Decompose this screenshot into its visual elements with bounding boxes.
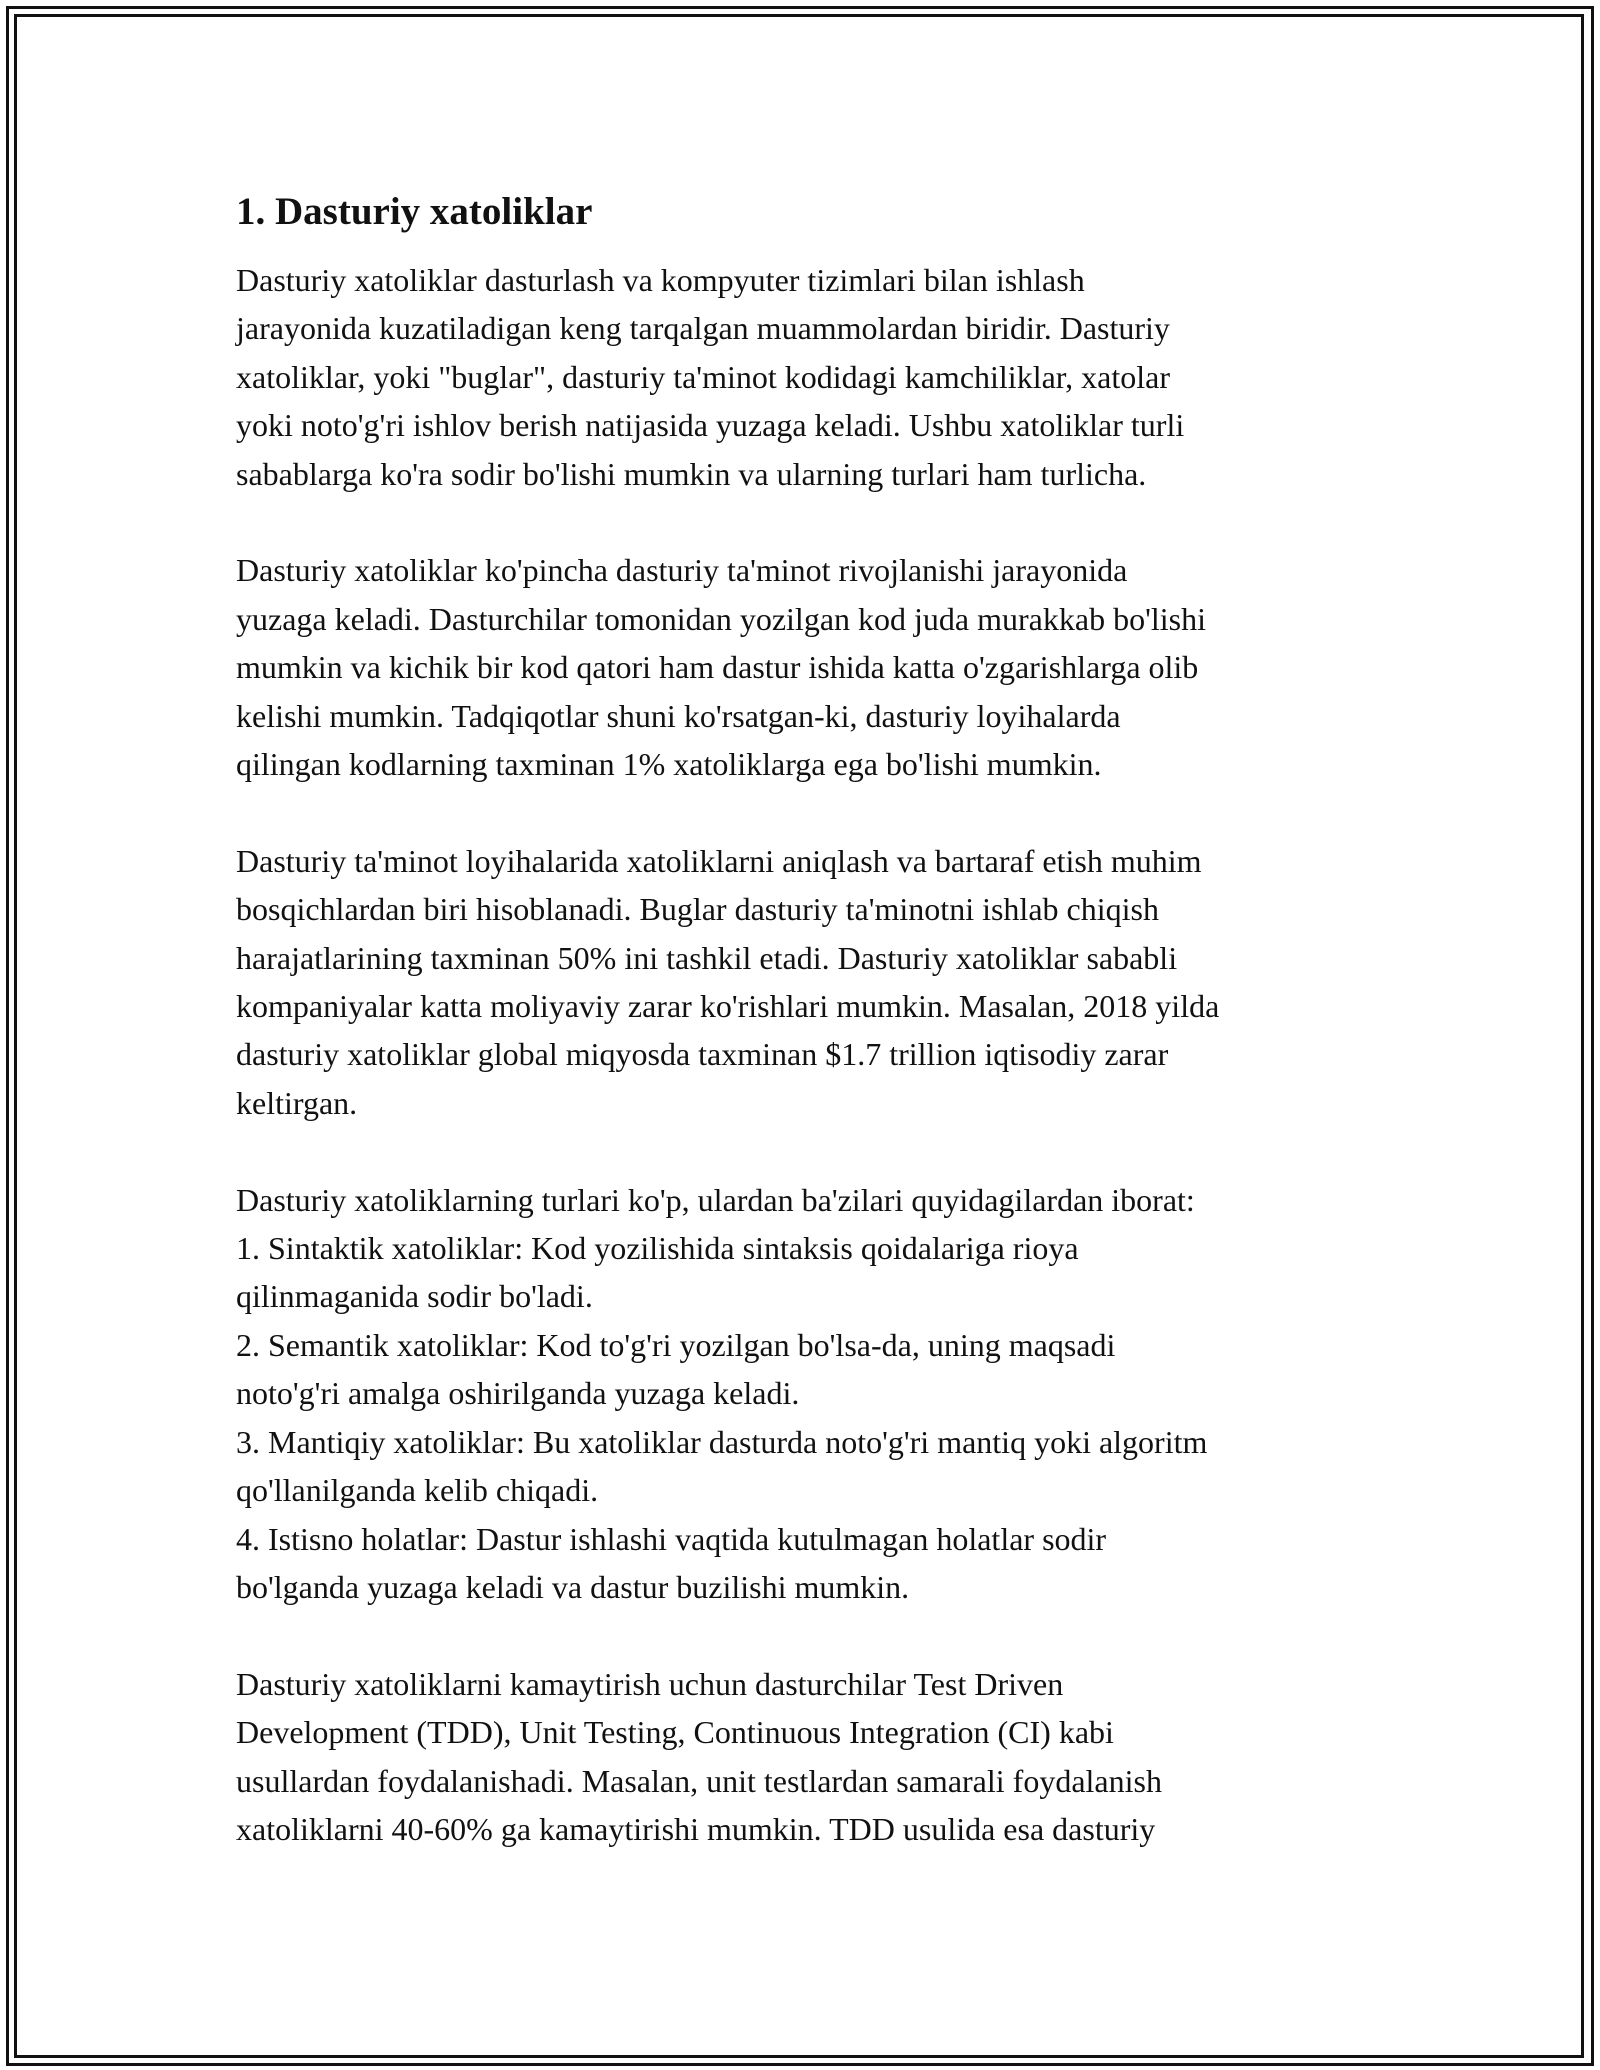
document-body [236, 186, 1376, 1902]
text-line: harajatlarining taxminan 50% ini tashkil etadi. Dasturiy xatoliklar sababli [236, 939, 1178, 976]
text-line: mumkin va kichik bir kod qatori ham dastur ishida katta o'zgarishlarga olib [236, 649, 1199, 686]
paragraph-types-list [236, 1176, 1376, 1612]
paragraph-cost [236, 837, 1376, 1127]
text-line: qilingan kodlarning taxminan 1% xatoliklarga ega bo'lishi mumkin. [236, 746, 1102, 783]
text-line: yuzaga keladi. Dasturchilar tomonidan yozilgan kod juda murakkab bo'lishi [236, 600, 1206, 637]
text-line: usullardan foydalanishadi. Masalan, unit testlardan samarali foydalanish [236, 1762, 1162, 1799]
text-line: kompaniyalar katta moliyaviy zarar ko'rishlari mumkin. Masalan, 2018 yilda [236, 988, 1220, 1025]
text-line: Development (TDD), Unit Testing, Continuous Integration (CI) kabi [236, 1714, 1114, 1751]
paragraph-intro [236, 256, 1376, 498]
text-line: keltirgan. [236, 1084, 358, 1121]
text-line: noto'g'ri amalga oshirilganda yuzaga keladi. [236, 1375, 800, 1412]
text-line: bosqichlardan biri hisoblanadi. Buglar dasturiy ta'minotni ishlab chiqish [236, 891, 1159, 928]
text-line: bo'lganda yuzaga keladi va dastur buzilishi mumkin. [236, 1568, 910, 1605]
text-line: dasturiy xatoliklar global miqyosda taxminan $1.7 trillion iqtisodiy zarar [236, 1036, 1169, 1073]
text-line: xatoliklarni 40-60% ga kamaytirishi mumkin. TDD usulida esa dasturiy [236, 1810, 1156, 1847]
text-line: Dasturiy ta'minot loyihalarida xatoliklarni aniqlash va bartaraf etish muhim [236, 842, 1202, 879]
text-line: kelishi mumkin. Tadqiqotlar shuni ko'rsatgan-ki, dasturiy loyihalarda [236, 697, 1121, 734]
section-heading: 1. Dasturiy xatoliklar [236, 190, 593, 233]
list-item: 1. Sintaktik xatoliklar: Kod yozilishida sintaksis qoidalariga rioya [236, 1230, 1079, 1267]
text-line: xatoliklar, yoki "buglar", dasturiy ta'minot kodidagi kamchiliklar, xatolar [236, 358, 1170, 395]
text-line: qilinmaganida sodir bo'ladi. [236, 1278, 593, 1315]
paragraph-methods [236, 1660, 1376, 1854]
text-line: qo'llanilganda kelib chiqadi. [236, 1472, 599, 1509]
paragraph-origin [236, 546, 1376, 788]
text-line: sabablarga ko'ra sodir bo'lishi mumkin va ularning turlari ham turlicha. [236, 455, 1147, 492]
text-line: yoki noto'g'ri ishlov berish natijasida yuzaga keladi. Ushbu xatoliklar turli [236, 407, 1185, 444]
list-item: 3. Mantiqiy xatoliklar: Bu xatoliklar dasturda noto'g'ri mantiq yoki algoritm [236, 1423, 1208, 1460]
text-line: Dasturiy xatoliklar ko'pincha dasturiy ta'minot rivojlanishi jarayonida [236, 552, 1128, 589]
text-line: Dasturiy xatoliklarning turlari ko'p, ulardan ba'zilari quyidagilardan iborat: [236, 1181, 1195, 1218]
list-item: 4. Istisno holatlar: Dastur ishlashi vaqtida kutulmagan holatlar sodir [236, 1520, 1107, 1557]
text-line: Dasturiy xatoliklarni kamaytirish uchun dasturchilar Test Driven [236, 1665, 1064, 1702]
list-item: 2. Semantik xatoliklar: Kod to'g'ri yozilgan bo'lsa-da, uning maqsadi [236, 1326, 1116, 1363]
text-line: Dasturiy xatoliklar dasturlash va kompyuter tizimlari bilan ishlash [236, 262, 1085, 298]
text-line: jarayonida kuzatiladigan keng tarqalgan muammolardan biridir. Dasturiy [236, 310, 1170, 347]
